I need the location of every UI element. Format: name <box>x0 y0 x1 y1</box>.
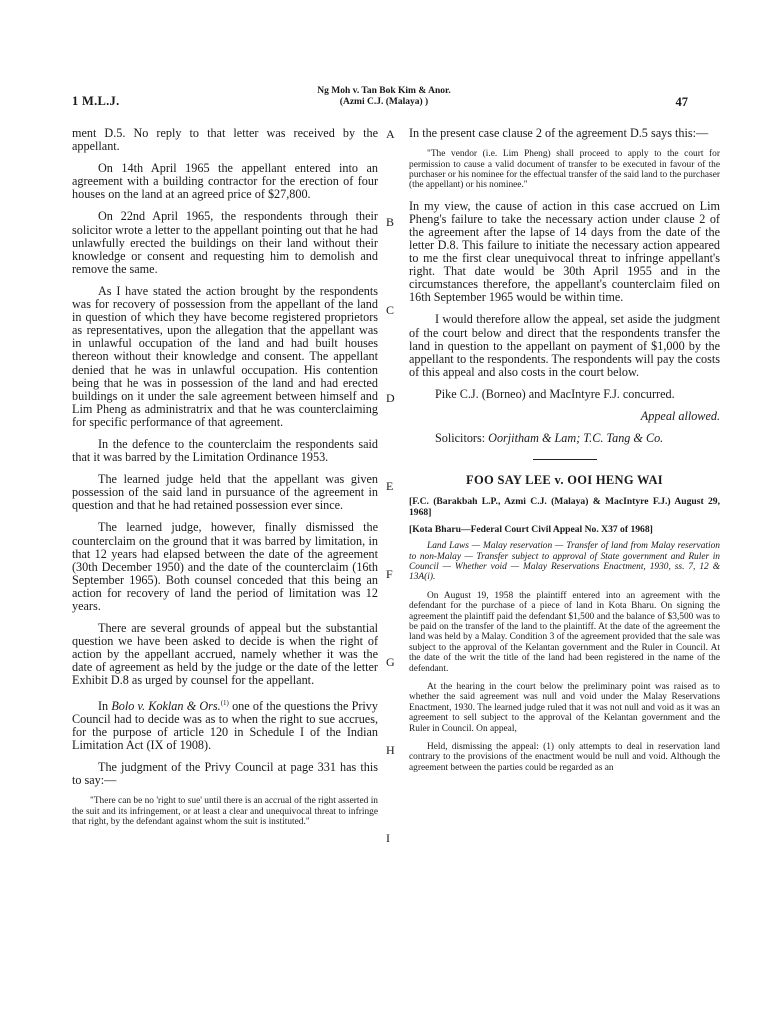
margin-letter-i: I <box>386 831 390 845</box>
result: Appeal allowed. <box>640 409 720 424</box>
paragraph: The learned judge held that the appellant was given possession of the said land in pursuance of the agreement in question and that he had retained possession ever since. <box>72 472 378 513</box>
text-run: one of the questions the Privy Council had to decide was as to when the right to sue accrues, for the purpose of article 120 in Schedule I of the Indian Limitation Act (IX of 1908). <box>72 698 378 752</box>
paragraph: There are several grounds of appeal but the substantial question we have been asked to decide is when the right of action by the appellant accrued, namely whether it was the date of agreement as held by the judge or the date of the letter Exhibit D.8 as urged by counsel for the appellant. <box>72 621 378 688</box>
case-reference: [Kota Bharu—Federal Court Civil Appeal No. X37 of 1968] <box>409 523 653 535</box>
solicitors-label: Solicitors: <box>435 431 486 446</box>
paragraph: The judgment of the Privy Council at page 331 has this to say:— <box>72 760 378 788</box>
paragraph: In the defence to the counterclaim the respondents said that it was barred by the Limitation Ordinance 1953. <box>72 436 378 465</box>
coram: [F.C. (Barakbah L.P., Azmi C.J. (Malaya) & MacIntyre F.J.) August 29, 1968] <box>409 496 720 518</box>
block-quote: "The vendor (i.e. Lim Pheng) shall proceed to apply to the court for permission to cause a valid document of transfer to be executed in favour of the purchaser or his nominee for the effectual transfer of the said land to the purchaser (the appellant) or his nominee." <box>409 149 720 191</box>
paragraph: Pike C.J. (Borneo) and MacIntyre F.J. concurred. <box>435 386 675 401</box>
margin-letter-a: A <box>386 127 395 141</box>
margin-letter-f: F <box>386 567 393 581</box>
page-number: 47 <box>675 95 688 109</box>
case-name: Bolo v. Koklan & Ors. <box>111 698 221 713</box>
headnote-facts: On August 19, 1958 the plaintiff entered into an agreement with the defendant for the purchase of a piece of land in Kota Bharu. On signing the agreement the plaintiff paid the defendant $1,500 and the balance of $3,500 was to be paid on the transfer of the land to the plaintiff. At the date of the agreement the land was held by a Malay. Condition 3 of the agreement provided that the sale was subject to the approval of the Kelantan government and the Ruler in Council. At the date of the writ the title of the land had been registered in the name of the defendant. <box>409 590 720 674</box>
catchwords: Land Laws — Malay reservation — Transfer of land from Malay reservation to non-Malay — Transfer subject to approval of State government and Ruler in Council — Whether void — Malay Reservations Enactment, 1930, ss. 7, 12 & 13A(i). <box>409 541 720 583</box>
running-head-judge: (Azmi C.J. (Malaya) ) <box>339 97 429 107</box>
margin-letter-e: E <box>386 479 394 493</box>
margin-letter-g: G <box>386 655 395 669</box>
running-head <box>0 86 768 108</box>
case-title: FOO SAY LEE v. OOI HENG WAI <box>466 473 663 488</box>
paragraph: As I have stated the action brought by the respondents was for recovery of possession from the appellant of the land in question of which they have become registered proprietors as representatives, upon the allegation that the appellant was in unlawful occupation of the land and had built houses thereon without their knowledge and consent. The appellant denied that he was in unlawful occupation. His contention being that he was in possession of the land and had erected buildings on it under the sale agreement between himself and Lim Pheng as administratrix and that he was counterclaiming for specific performance of that agreement. <box>72 283 378 429</box>
headnote-held: Held, dismissing the appeal: (1) only attempts to deal in reservation land contrary to the provisions of the enactment would be null and void. Although the agreement between the parties could be regarded as an <box>409 742 720 773</box>
headnote-facts: At the hearing in the court below the preliminary point was raised as to whether the said agreement was null and void under the Malay Reservations Enactment, 1930. The learned judge ruled that it was not null and void as it was an agreement to sell subject to the approval of the Kelantan government and the Ruler in Council. On appeal, <box>409 681 720 734</box>
solicitors-names: Oorjitham & Lam; T.C. Tang & Co. <box>488 431 664 446</box>
paragraph <box>72 697 378 752</box>
margin-letter-h: H <box>386 743 395 757</box>
report-citation: 1 M.L.J. <box>72 94 120 108</box>
right-column <box>409 127 720 781</box>
paragraph: ment D.5. No reply to that letter was received by the appellant. <box>72 126 378 154</box>
section-divider <box>533 459 597 460</box>
paragraph: On 22nd April 1965, the respondents through their solicitor wrote a letter to the appellant pointing out that he had unlawfully erected the buildings on their land without their knowledge or consent and requesting him to demolish and remove the same. <box>72 209 378 276</box>
running-head-case: Ng Moh v. Tan Bok Kim & Anor. <box>317 86 451 96</box>
paragraph: In my view, the cause of action in this case accrued on Lim Pheng's failure to take the necessary action under clause 2 of the agreement after the lapse of 14 days from the date of the letter D.8. This failure to initiate the necessary action appeared to me the first clear unequivocal threat to infringe appellant's right. That date would be 30th April 1955 and in the circumstances therefore, the appellant's counterclaim filed on 16th September 1965 would be within time. <box>409 198 720 305</box>
margin-letter-b: B <box>386 215 395 229</box>
paragraph: In the present case clause 2 of the agreement D.5 says this:— <box>409 126 709 140</box>
margin-letter-c: C <box>386 303 395 317</box>
paragraph: I would therefore allow the appeal, set aside the judgment of the court below and direct that the respondents transfer the land in question to the appellant on payment of $1,000 by the appellant to the respondents. The respondents will pay the costs of this appeal and also costs in the court below. <box>409 312 720 379</box>
left-column <box>72 127 378 836</box>
block-quote: "There can be no 'right to sue' until there is an accrual of the right asserted in the suit and its infringement, or at least a clear and unequivocal threat to infringe that right, by the defendant against whom the suit is instituted." <box>72 796 378 827</box>
margin-letter-d: D <box>386 391 395 405</box>
paragraph: On 14th April 1965 the appellant entered into an agreement with a building contractor for the erection of four houses on the land at an agreed price of $27,800. <box>72 161 378 202</box>
footnote-ref: (1) <box>220 698 229 707</box>
text-run: In <box>98 698 112 713</box>
paragraph: The learned judge, however, finally dismissed the counterclaim on the ground that it was barred by limitation, in that 12 years had elapsed between the date of the agreement (30th December 1950) and the date of the counterclaim (16th September 1965). Both counsel conceded that this being an action for recovery of land the period of limitation was 12 years. <box>72 520 378 613</box>
solicitors <box>409 432 720 445</box>
